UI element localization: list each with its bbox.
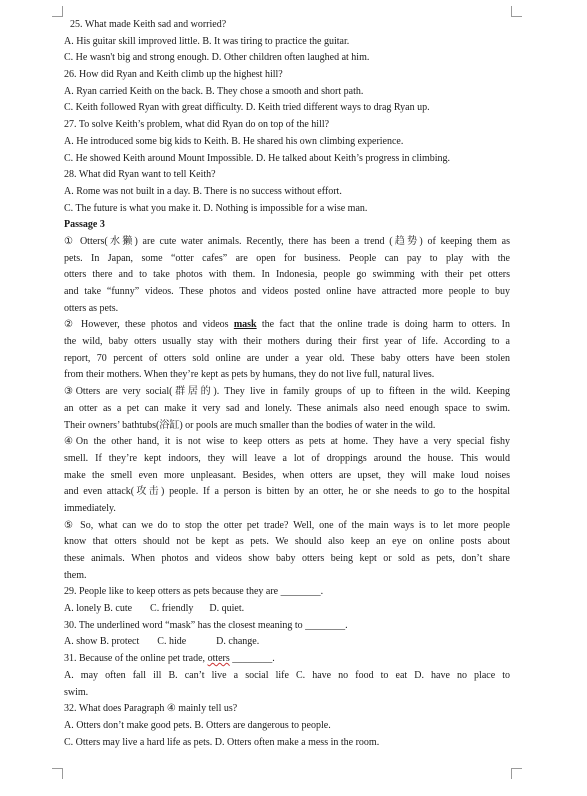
question-25-options-cd: C. He wasn't big and strong enough. D. Other children often laughed at him. xyxy=(64,52,370,64)
paragraph-1-line: pets. In Japan, some “otter cafes” are open for business. People can pay to play with the xyxy=(64,252,510,264)
paragraph-5-line: ⑤ So, what can we do to stop the otter pet trade? Well, one of the main ways is to let more people xyxy=(64,519,510,531)
crop-mark-top-left xyxy=(52,6,63,17)
paragraph-1-line: otters as pets. xyxy=(64,302,119,314)
question-31-options-cont: swim. xyxy=(64,686,89,698)
paragraph-3-line: an otter as a pet can make it very sad and lonely. These animals also need enough space to swim. xyxy=(64,402,510,414)
question-29-stem: 29. People like to keep otters as pets because they are ________. xyxy=(64,586,324,598)
paragraph-1-line: otters there and to take photos with them. In Indonesia, people go swimming with their pet otters xyxy=(64,269,510,281)
paragraph-2-line: report, 70 percent of otters sold online are under a year old. These baby otters have been stolen xyxy=(64,352,510,364)
flagged-word-otters: otters xyxy=(207,653,230,665)
question-27-stem: 27. To solve Keith’s problem, what did Ryan do on top of the hill? xyxy=(64,119,330,131)
question-32-stem: 32. What does Paragraph ④ mainly tell us? xyxy=(64,703,238,715)
question-30-stem: 30. The underlined word “mask” has the closest meaning to ________. xyxy=(64,619,348,631)
paragraph-2-lead-rest: the fact that the online trade is doing harm to otters. In xyxy=(261,319,510,331)
paragraph-5-line: know that otters should not be kept as pets. We should also keep an eye on online posts about xyxy=(64,536,510,548)
paragraph-2-first-line xyxy=(64,317,510,334)
question-31-options: A. may often fall ill B. can’t live a social life C. have no food to eat D. have no place to xyxy=(64,669,510,681)
question-26-options-cd: C. Keith followed Ryan with great difficulty. D. Keith tried different ways to drag Ryan up. xyxy=(64,102,430,114)
question-31-blank: ________. xyxy=(232,653,275,665)
paragraph-2-line: from their mothers. When they’re kept as pets by humans, they do not live full, natural lives. xyxy=(64,369,435,381)
question-29-options xyxy=(64,601,510,618)
crop-mark-top-right xyxy=(511,6,522,17)
paragraph-1 xyxy=(64,234,510,317)
paragraph-5-line: them. xyxy=(64,569,87,581)
question-28-options-cd: C. The future is what you make it. D. Nothing is impossible for a wise man. xyxy=(64,202,368,214)
option-ab: A. show B. protect xyxy=(64,636,140,648)
question-26-stem: 26. How did Ryan and Keith climb up the highest hill? xyxy=(64,69,283,81)
paragraph-3-line: ③Otters are very social(群居的). They live in family groups of up to fifteen in the wild. Keeping xyxy=(64,386,510,398)
paragraph-1-line: and take “funny” videos. These photos and videos posted online have attracted more people to buy xyxy=(64,286,510,297)
option-ab: A. lonely B. cute xyxy=(64,603,133,615)
question-26-options-ab: A. Ryan carried Keith on the back. B. They chose a smooth and short path. xyxy=(64,85,364,97)
paragraph-5 xyxy=(64,518,510,585)
question-31-stem xyxy=(64,651,510,668)
paragraph-3 xyxy=(64,384,510,434)
question-25-options-ab: A. His guitar skill improved little. B. It was tiring to practice the guitar. xyxy=(64,35,350,47)
question-30-options xyxy=(64,634,510,651)
paragraph-2 xyxy=(64,317,510,384)
paragraph-3-line: Their owners’ bathtubs(浴缸) or pools are much smaller than the bodies of water in the wild. xyxy=(64,419,436,431)
crop-mark-bottom-right xyxy=(511,768,522,779)
question-27-options-cd: C. He showed Keith around Mount Impossible. D. He talked about Keith’s progress in climbing. xyxy=(64,152,451,164)
question-25-stem: 25. What made Keith sad and worried? xyxy=(70,19,227,30)
passage-title: Passage 3 xyxy=(64,219,105,231)
paragraph-4-line: ④On the other hand, it is not wise to keep otters as pets at home. They have a very special fishy xyxy=(64,436,510,448)
question-32-options-cd: C. Otters may live a hard life as pets. D. Otters often make a mess in the room. xyxy=(64,736,380,748)
underlined-word-mask: mask xyxy=(233,319,257,331)
question-32-options-ab: A. Otters don’t make good pets. B. Otters are dangerous to people. xyxy=(64,719,331,731)
paragraph-2-line: the wild, baby otters usually stay with their mothers during their first year of life. According to a xyxy=(64,336,510,348)
option-d: D. change. xyxy=(216,636,260,648)
paragraph-4-line: immediately. xyxy=(64,502,116,514)
paragraph-4-line: make the smell even more unpleasant. Besides, when otters are upset, they will make loud noises xyxy=(64,469,510,481)
paragraph-5-line: these animals. When photos and videos show baby otters being kept or sold as pets, don’t share xyxy=(64,553,510,564)
paragraph-4 xyxy=(64,434,510,517)
paragraph-2-lead: ② However, these photos and videos xyxy=(64,319,229,331)
paragraph-1-line: ① Otters(水獭) are cute water animals. Recently, there has been a trend (趋势) of keeping them as xyxy=(64,235,510,247)
paragraph-4-line: and even attack(攻击) people. If a person is bitten by an otter, he or she needs to go to the hospital xyxy=(64,486,510,498)
question-31-stem-lead: 31. Because of the online pet trade, xyxy=(64,653,206,665)
option-c: C. hide xyxy=(157,636,187,648)
crop-mark-bottom-left xyxy=(52,768,63,779)
document-page xyxy=(64,17,510,751)
question-28-options-ab: A. Rome was not built in a day. B. There is no success without effort. xyxy=(64,185,342,197)
question-27-options-ab: A. He introduced some big kids to Keith. B. He shared his own climbing experience. xyxy=(64,135,404,147)
option-d: D. quiet. xyxy=(209,603,245,615)
question-28-stem: 28. What did Ryan want to tell Keith? xyxy=(64,169,216,181)
option-c: C. friendly xyxy=(150,603,194,615)
paragraph-4-line: smell. If they’re kept indoors, they will leave a lot of droppings around the house. This would xyxy=(64,452,510,464)
